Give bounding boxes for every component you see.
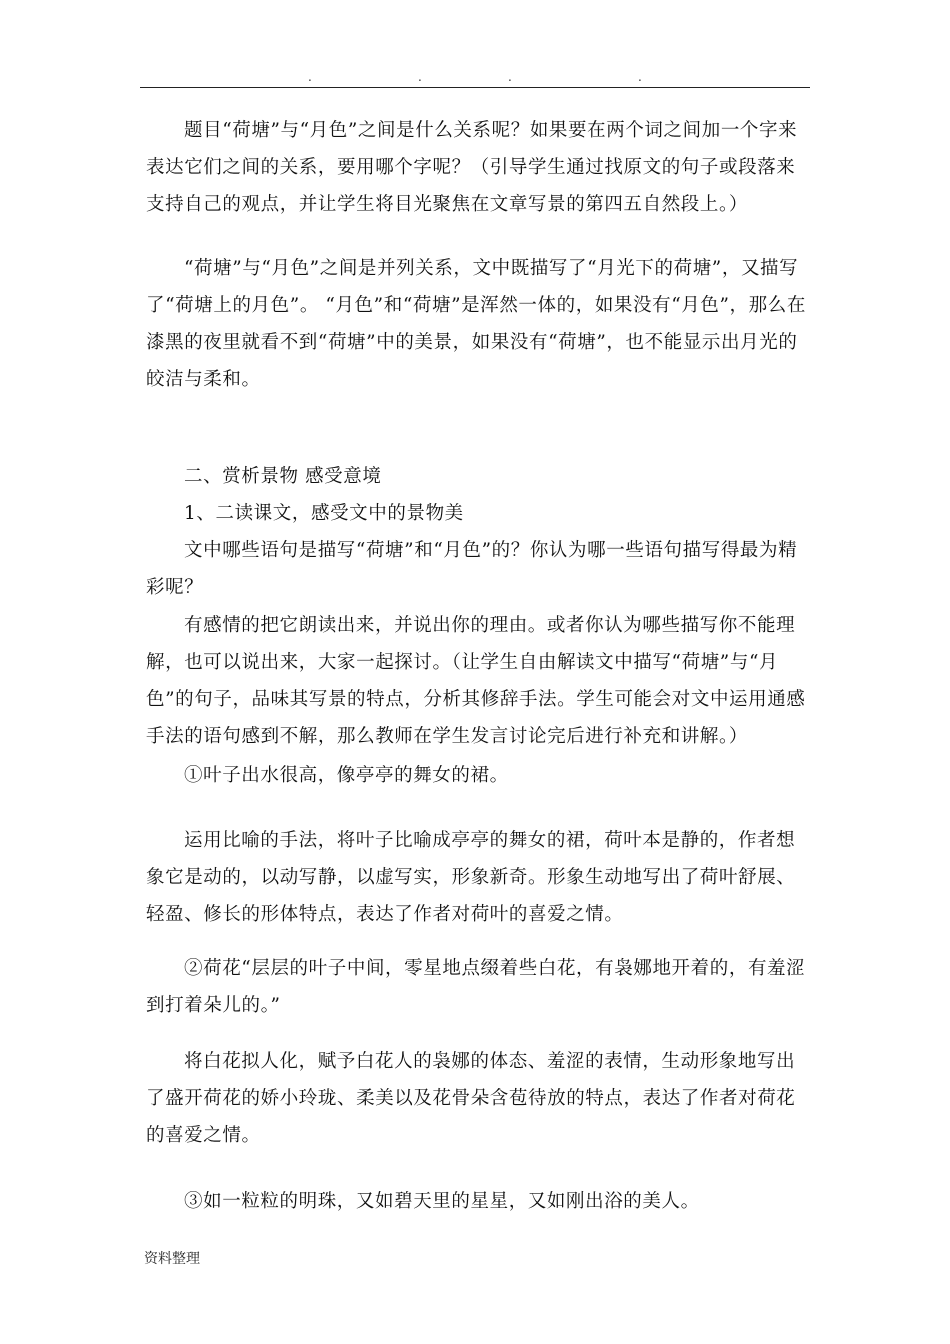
section-title: 二、赏析景物 感受意境 [184, 466, 382, 487]
sub-title: 1、二读课文，感受文中的景物美 [184, 503, 464, 524]
footer-note: 资料整理 [144, 1251, 200, 1267]
header-dots [140, 70, 810, 86]
header-dot: . [308, 70, 312, 84]
header-dot: . [418, 70, 422, 84]
paragraph-instruction: 有感情的把它朗读出来，并说出你的理由。或者你认为哪些描写你不能理解，也可以说出来，大家一起探讨。（让学生自由解读文中描写“荷塘”与“月色”的句子，品味其写景的特点，分析其修辞手法。学生可能会对文中运用通感手法的语句感到不解，那么教师在学生发言讨论完后进行补充和讲解。） [146, 615, 806, 747]
header-dot: . [508, 70, 512, 84]
paragraph-prompt: 文中哪些语句是描写“荷塘”和“月色”的？你认为哪一些语句描写得最为精彩呢？ [146, 540, 798, 598]
example-item-1: ①叶子出水很高，像亭亭的舞女的裙。 [184, 765, 509, 786]
paragraph-answer: “荷塘”与“月色”之间是并列关系，文中既描写了“月光下的荷塘”，又描写了“荷塘上的月色”。 “月色”和“荷塘”是浑然一体的，如果没有“月色”，那么在漆黑的夜里就看不到“荷塘”中的美景，如果没有“荷塘”，也不能显示出月光的皎洁与柔和。 [146, 258, 806, 390]
header-dot: . [638, 70, 642, 84]
header-rule [140, 87, 810, 88]
paragraph-question: 题目“荷塘”与“月色”之间是什么关系呢？如果要在两个词之间加一个字来表达它们之间的关系，要用哪个字呢？（引导学生通过找原文的句子或段落来支持自己的观点，并让学生将目光聚焦在文章写景的第四五自然段上。） [146, 120, 798, 215]
example-item-3: ③如一粒粒的明珠，又如碧天里的星星，又如刚出浴的美人。 [184, 1191, 700, 1212]
example-item-2: ②荷花“层层的叶子中间，零星地点缀着些白花，有袅娜地开着的，有羞涩到打着朵儿的。” [146, 958, 806, 1016]
analysis-paragraph-2: 将白花拟人化，赋予白花人的袅娜的体态、羞涩的表情，生动形象地写出了盛开荷花的娇小玲珑、柔美以及花骨朵含苞待放的特点，表达了作者对荷花的喜爱之情。 [146, 1051, 796, 1146]
analysis-paragraph-1: 运用比喻的手法，将叶子比喻成亭亭的舞女的裙，荷叶本是静的，作者想象它是动的，以动写静，以虚写实，形象新奇。形象生动地写出了荷叶舒展、轻盈、修长的形体特点，表达了作者对荷叶的喜爱之情。 [146, 830, 796, 925]
